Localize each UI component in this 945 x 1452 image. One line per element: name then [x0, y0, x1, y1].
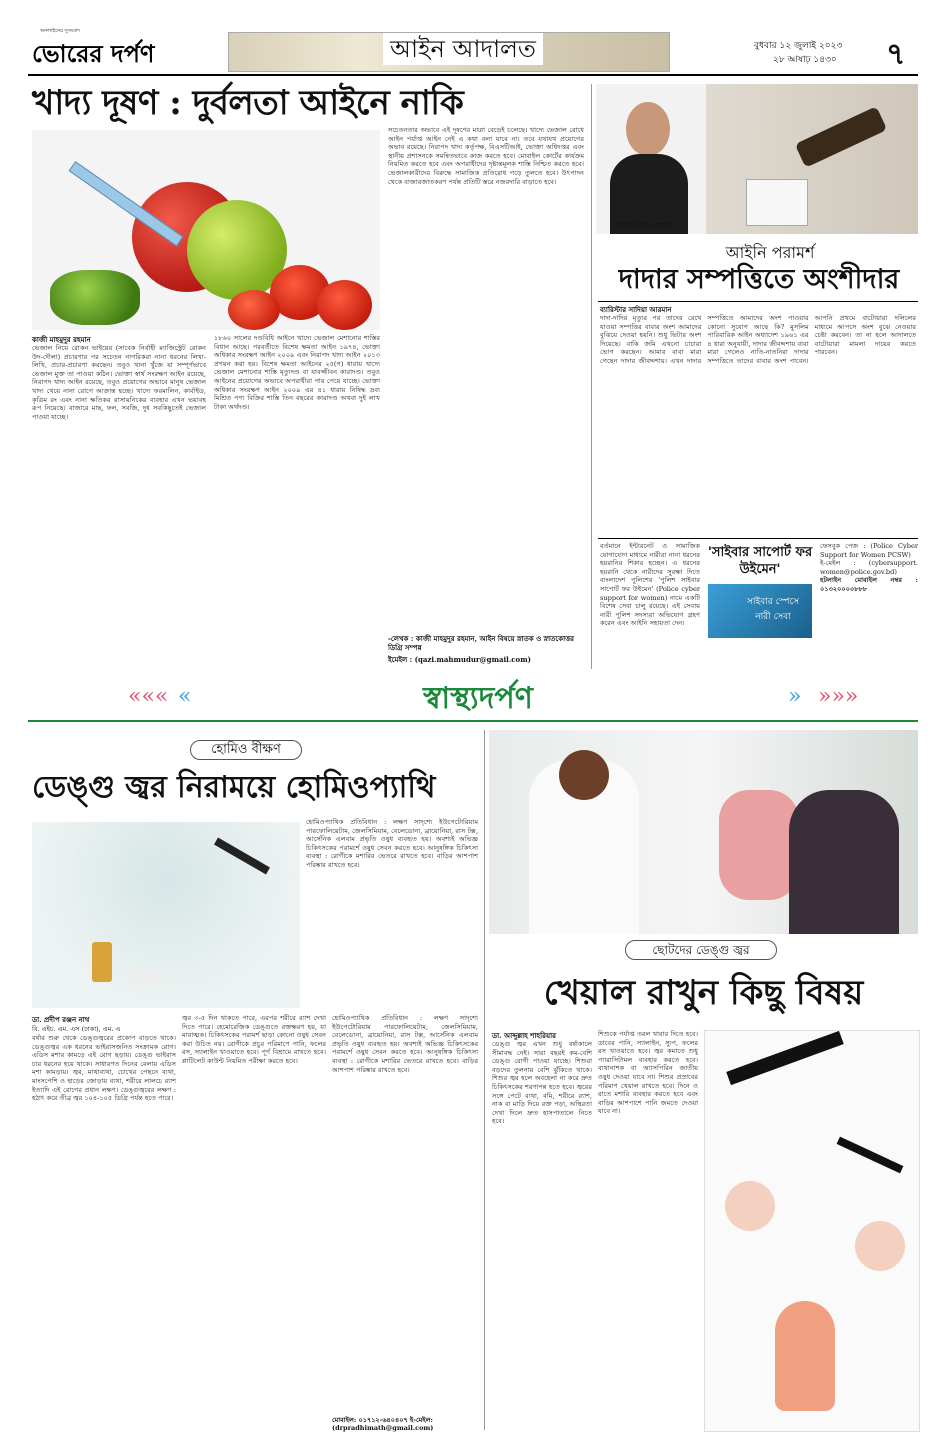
lead-body-3: সচেতনতার অভাবে এই দূষণের মাত্রা বেড়েই চলেছে। খাদ্যে ভেজাল রোধে আইন পর্যাপ্ত আইন নেই এ কথা বলা যাবে না। তবে যথাযথ প্রয়োগের অভাব রয়েছে। নিরাপদ খাদ্য কর্তৃপক্ষ, বিএসটিআই, ভোক্তা অধিদপ্তর এবং স্থানীয় প্রশাসনকে সমন্বিতভাবে কাজ করতে হবে। মোবাইল কোর্টের কার্যক্রম নিয়মিত করতে হবে এবং অপরাধীদের দৃষ্টান্তমূলক শাস্তি নিশ্চিত করতে হবে। ভেজালকারীদের বিরুদ্ধে সামাজিক প্রতিরোধ গড়ে তুলতে হবে। উৎপাদন থেকে বাজারজাতকরণ পর্যন্ত প্রতিটি স্তরে নজরদারি বাড়াতে হবে। — [388, 126, 584, 186]
lead-body-2: ১৮৬০ সালের দণ্ডবিধি আইনে খাদ্যে ভেজাল মেশানোর শাস্তির বিধান আছে। পরবর্তীতে বিশেষ ক্ষমতা আইন ১৯৭৪, ভোক্তা অধিকার সংরক্ষণ আইন ২০০৯ এবং নিরাপদ খাদ্য আইন ২০১৩ প্রণয়ন করা হয়। বিশেষ ক্ষমতা আইনের ২৫(গ) ধারায় খাদ্যে ভেজাল মেশানোর শাস্তি মৃত্যুদণ্ড বা যাবজ্জীবন কারাদণ্ড। তবুও আইনের প্রয়োগের অভাবে অপরাধীরা পার পেয়ে যাচ্ছে। ভোক্তা অধিকার সংরক্ষণ আইন ২০০৯ এর ৪১ ধারায় নিষিদ্ধ দ্রব্য মিশ্রিত পণ্য বিক্রির শাস্তি তিন বছরের কারাদণ্ড অথবা দুই লাখ টাকা অর্থদণ্ড। — [214, 334, 380, 411]
homeo-body-3: হোমিওপ্যাথিক প্রতিবিধান : লক্ষণ সাদৃশ্যে ইউপেটোরিয়াম পারফোলিয়েটাম, জেলসিমিয়াম, বেলেডোনা, ব্রায়োনিয়া, রাস টক্স, আর্সেনিক এলবাম প্রভৃতি ওষুধ ব্যবহৃত হয়। অবশ্যই অভিজ্ঞ চিকিৎসকের পরামর্শে ওষুধ সেবন করতে হবে। আনুষঙ্গিক চিকিৎসা ব্যবস্থা : রোগীকে মশারির ভেতরে রাখতে হবে। বাড়ির আশপাশ পরিষ্কার রাখতে হবে। — [332, 1014, 478, 1074]
legal-rule — [598, 301, 918, 302]
dengue-infographic — [704, 1030, 920, 1432]
body-figure-icon — [775, 1301, 835, 1411]
legal-photo — [596, 84, 918, 234]
date-line-2: ২৮ আষাঢ় ১৪৩০ — [773, 55, 837, 65]
cyber-poster-text: সাইবার স্পেসে নারী সেবা — [746, 597, 800, 622]
tomato-2 — [317, 280, 372, 330]
lead-headline: খাদ্য দূষণ : দুর্বলতা আইনে নাকি — [32, 83, 464, 123]
lead-byline: -লেখক : কাজী মাহমুদুর রহমান, আইন বিষয়ে স্নাতক ও স্নাতকোত্তর ডিগ্রি সম্পন্ন — [388, 634, 574, 652]
cyber-rule — [598, 538, 918, 539]
tomato-3 — [228, 290, 280, 330]
masthead-small-note: অনলাইনের সুসংবাদ — [40, 28, 81, 34]
legal-author: ব্যারিস্টার সাদিয়া আরমান — [600, 305, 672, 314]
cyber-contact — [820, 542, 918, 667]
chevron-left-blue-icon: « — [178, 684, 192, 709]
health-banner-title: স্বাস্থ্যদর্পণ — [423, 681, 533, 716]
mosquito-small-icon — [837, 1137, 904, 1174]
health-banner — [28, 672, 918, 722]
masthead — [28, 28, 918, 72]
pepper — [50, 270, 140, 325]
lead-author: কাজী মাহমুদুর রহমান — [32, 335, 91, 344]
lead-photo-food — [32, 130, 380, 330]
mosquito-large-icon — [726, 1031, 844, 1085]
lawyer-portrait — [596, 84, 706, 234]
homeo-author: ডা. প্রদীপ রঞ্জন নাথ — [32, 1015, 90, 1024]
page-number: ৭ — [886, 37, 906, 72]
masthead-rule — [28, 74, 918, 76]
dengue-child-photo — [489, 730, 918, 934]
pills-icon — [128, 972, 168, 980]
chevron-left-icon: ««« — [128, 684, 169, 709]
symptom-circle-1 — [725, 1181, 775, 1231]
cyber-title: 'সাইবার সাপোর্ট ফর উইমেন' — [707, 545, 813, 577]
chevron-right-icon: » — [788, 684, 802, 709]
cyber-hotline: হটলাইন মোবাইল নম্বর : ০১৩২০০০০৮৮৮ — [820, 576, 918, 593]
banner-rule — [28, 720, 918, 722]
section-title: আইন আদালত — [383, 33, 543, 65]
cyber-email: ই-মেইল : (cybersupport. women@police.gov.bd) — [820, 559, 918, 576]
child-figure — [719, 790, 799, 900]
homeo-body-2: জ্বর ৩-৫ দিন থাকতে পারে, এরপর শরীরে র‍্যাশ দেখা দিতে পারে। হেমোরেজিক ডেঙ্গুতে রক্তক্ষরণ হয়, যা মারাত্মক। চিকিৎসকের পরামর্শ ছাড়া কোনো ওষুধ সেবন করা উচিত নয়। রোগীকে প্রচুর পরিমাণে পানি, ফলের রস, স্যালাইন খাওয়াতে হবে। পূর্ণ বিশ্রামে রাখতে হবে। প্লাটিলেট কাউন্ট নিয়মিত পরীক্ষা করতে হবে। — [182, 1014, 326, 1065]
symptom-circle-2 — [855, 1221, 905, 1271]
health-divider — [484, 730, 485, 1430]
homeo-author-degree: বি. এইচ. এম. এস (ঢাকা), এম. এ — [32, 1025, 121, 1033]
cyber-poster — [708, 584, 812, 638]
lead-body-1: ভেজাল নিয়ে রোকন ভাইয়ের (সাবেক নির্বাহী ম্যাজিস্ট্রেট রোকন উদ-দৌলা) প্রচারণার পর সচেতন নাগরিকরা নানা ধরনের লিখা-লিখি, প্রচার-প্রচারণা করছেন। তবুও খানা খুঁজে যা সম্পূর্ণভাবে ভেজাল মুক্ত তা পাওয়া কঠিন। ভোক্তা স্বার্থ সংরক্ষণ আইন রয়েছে, নিরাপদ খাদ্য আইন রয়েছে, তবুও প্রয়োগের অভাবে মানুষ ভেজাল খাদ্য খেয়ে নানা রোগে আক্রান্ত হচ্ছে। খাদ্যে ফরমালিন, কার্বাইড, কৃত্রিম রং এবং নানা ক্ষতিকর রাসায়নিকের ব্যবহার এখন ভয়াবহ রূপ নিয়েছে। বাজারে মাছ, ফল, সবজি, দুধ সবকিছুতেই ভেজাল পাওয়া যাচ্ছে। — [32, 344, 206, 421]
legal-section-label: আইনি পরামর্শ — [725, 243, 815, 262]
lead-email: ইমেইল : (qazi.mahmudur@gmail.com) — [388, 655, 531, 664]
kids-label: ছোটদের ডেঙ্গু জ্বর — [625, 940, 777, 960]
arm-figure — [32, 822, 300, 1008]
chevron-right-pink-icon: »»» — [818, 684, 859, 709]
homeo-label: হোমিও বীক্ষণ — [190, 740, 302, 760]
cyber-body: বর্তমানে ইন্টারনেট ও সামাজিক যোগাযোগ মাধ্যমে নারীরা নানা ধরনের হয়রানির শিকার হচ্ছেন। এ ধরনের হয়রানি থেকে নারীদের সুরক্ষা দিতে বাংলাদেশ পুলিশের 'পুলিশ সাইবার সাপোর্ট ফর উইমেন' (Police cyber support for women) নামে একটি বিশেষ সেবা চালু রয়েছে। এই সেবায় নারী পুলিশ সদস্যরা অভিযোগ গ্রহণ করেন এবং আইনি সহায়তা দেন। — [600, 542, 700, 628]
date-line-1: বুধবার ১২ জুলাই ২০২৩ — [754, 41, 843, 51]
homeo-illustration — [32, 822, 300, 1008]
legal-headline: দাদার সম্পত্তিতে অংশীদার — [618, 264, 900, 295]
cyber-facebook: ফেসবুক পেজ : (Police Cyber Support for Women PCSW) — [820, 542, 918, 559]
kids-headline: খেয়াল রাখুন কিছু বিষয় — [543, 973, 864, 1013]
gavel-icon — [795, 106, 888, 168]
homeo-body-1: বর্ষার শুরু থেকে ডেঙ্গুজ্বরের প্রকোপ বাড়তে থাকে। ডেঙ্গুজ্বর এক ধরনের ভাইরাসজনিত সংক্রামক রোগ। এডিস মশার কামড়ে এই রোগ ছড়ায়। ডেঙ্গু ভাইরাস চার ধরনের হয়ে থাকে। সাধারণত দিনের বেলায় এডিস মশা কামড়ায়। জ্বর, মাথাব্যথা, চোখের পেছনে ব্যথা, মাংসপেশি ও হাড়ের জোড়ায় ব্যথা, শরীরে লালচে র‍্যাশ ইত্যাদি এই রোগের প্রধান লক্ষণ। ডেঙ্গুজ্বরের লক্ষণ : হঠাৎ করে তীব্র জ্বর ১০৪-১০৫ ডিগ্রি পর্যন্ত হতে পারে। — [32, 1034, 176, 1103]
mother-figure — [789, 790, 899, 934]
kids-body-1: ডেঙ্গু জ্বর এখন শুধু বর্ষাকালে সীমাবদ্ধ নেই। সারা বছরই কম-বেশি ডেঙ্গু রোগী পাওয়া যাচ্ছে। শিশুরা বড়দের তুলনায় বেশি ঝুঁকিতে থাকে। শিশুর জ্বর হলে অবহেলা না করে দ্রুত চিকিৎসকের শরণাপন্ন হতে হবে। জ্বরের সঙ্গে পেটে ব্যথা, বমি, শরীরে র‍্যাশ, নাক বা মাড়ি দিয়ে রক্ত পড়া, অস্থিরতা দেখা দিলে দ্রুত হাসপাতালে নিতে হবে। — [492, 1040, 592, 1126]
homeo-signoff: মোবাইল: ০১৭১২-৬৪০৪০৭ ই-মেইল: (drpradhimath@gmail.com) — [332, 1416, 434, 1432]
homeo-headline: ডেঙ্গু জ্বর নিরাময়ে হোমিওপ্যাথি — [32, 770, 436, 805]
lawyer-head — [626, 102, 670, 156]
paper-logo: ভোরের দর্পণ — [32, 39, 155, 68]
kids-author: ডা. আব্দুল্লাহ শাহরিয়ার — [492, 1031, 556, 1040]
legal-body: দাদা-দাদির মৃত্যুর পর তাদের রেখে যাওয়া সম্পত্তির বাবার অংশ আমাদের বুঝিয়ে দেওয়া হয়নি। শুধু ভিটার অংশ দিয়েছে। বাকি জমি এখনো চাচারা ভোগ করছেন। আমার বাবা মারা গেছেন দাদার জীবদ্দশায়। এখন দাদার সম্পত্তিতে আমাদের অংশ পাওয়ার কোনো সুযোগ আছে কি? মুসলিম পারিবারিক আইন অধ্যাদেশ ১৯৬১ এর ৪ ধারা অনুযায়ী, দাদার জীবদ্দশায় বাবা মারা গেলেও নাতি-নাতনিরা দাদার সম্পত্তিতে তাদের বাবার অংশ পাবেন। আপনি প্রথমে বাটোয়ারা দলিলের মাধ্যমে আপসে অংশ বুঝে নেওয়ার চেষ্টা করবেন। তা না হলে আদালতে বাটোয়ারা মামলা দায়ের করতে পারবেন। — [600, 314, 916, 365]
house-icon — [746, 179, 808, 226]
nurse-head — [559, 750, 609, 800]
lead-divider — [591, 84, 592, 669]
homeo-body-top: হোমিওপ্যাথিক প্রতিবিধান : লক্ষণ সাদৃশ্যে ইউপেটোরিয়াম পারফোলিয়েটাম, জেলসিমিয়াম, বেলেডোনা, ব্রায়োনিয়া, রাস টক্স, আর্সেনিক এলবাম প্রভৃতি ওষুধ ব্যবহৃত হয়। অবশ্যই অভিজ্ঞ চিকিৎসকের পরামর্শে ওষুধ সেবন করতে হবে। আনুষঙ্গিক চিকিৎসা ব্যবস্থা : রোগীকে মশারির ভেতরে রাখতে হবে। বাড়ির আশপাশ পরিষ্কার রাখতে হবে। — [306, 818, 478, 869]
kids-body-2: শিশুকে পর্যাপ্ত তরল খাবার দিতে হবে। ডাবের পানি, স্যালাইন, স্যুপ, ফলের রস খাওয়াতে হবে। জ্বর কমাতে শুধু প্যারাসিটামল ব্যবহার করতে হবে। ব্যথানাশক বা অ্যাসপিরিন জাতীয় ওষুধ দেওয়া যাবে না। শিশুর প্রস্রাবের পরিমাণ খেয়াল রাখতে হবে। দিনে ও রাতে মশারি ব্যবহার করতে হবে এবং বাড়ির আশপাশে পানি জমতে দেওয়া যাবে না। — [598, 1030, 698, 1116]
medicine-bottle-icon — [92, 942, 112, 982]
legal-photo-caption: ব্যারিস্টার সাদিয়া আরমান — [612, 222, 673, 229]
